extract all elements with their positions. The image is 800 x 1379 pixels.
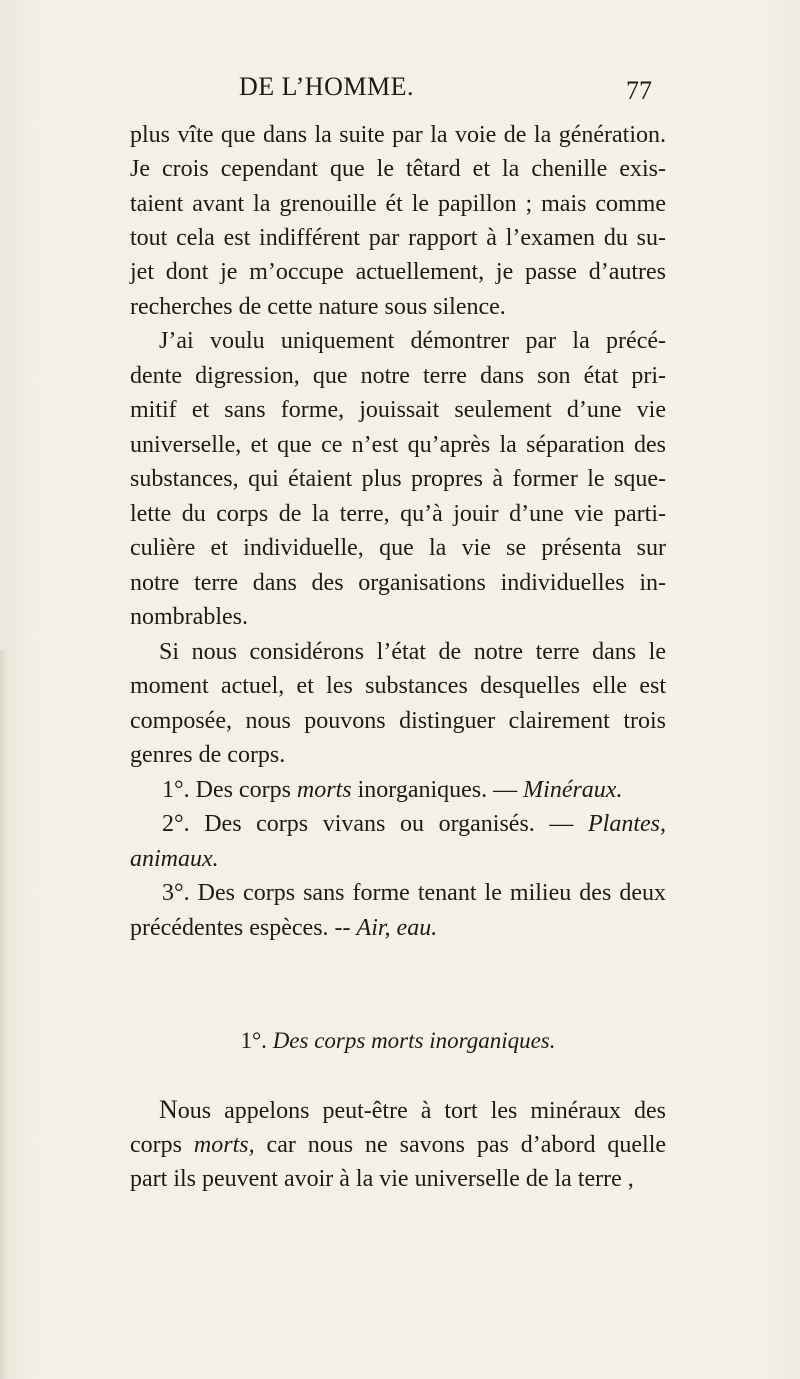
paragraph-4-line-2-italic: morts, <box>193 1132 255 1158</box>
paragraph-4-line-2-post: car nous ne savons pas d’abord quelle <box>254 1132 667 1158</box>
running-head <box>134 72 664 112</box>
paragraph-1-line-5: jet dont je m’occupe actuellement, je passe d’autres <box>130 259 666 285</box>
list-item-3-examples: Air, eau. <box>356 915 438 941</box>
list-item-2-examples-cont: animaux. <box>130 846 219 872</box>
list-item-2-examples: Plantes, <box>588 811 666 837</box>
paragraph-4-initial: N <box>159 1095 178 1124</box>
paragraph-1-line-3: taient avant la grenouille ét le papillon ; mais comme <box>130 191 666 217</box>
paragraph-2-line-4: universelle, et que ce n’est qu’après la séparation des <box>130 432 666 458</box>
paragraph-2-line-9: nombrables. <box>130 604 248 630</box>
paragraph-1-line-1: plus vîte que dans la suite par la voie de la génération. <box>130 122 666 148</box>
paragraph-2-line-6: lette du corps de la terre, qu’à jouir d’une vie parti- <box>130 501 666 527</box>
paragraph-4-line-1 <box>159 1093 666 1128</box>
list-item-2 <box>162 807 666 841</box>
page-binding-shadow <box>0 650 8 1379</box>
paragraph-3-line-1: Si nous considérons l’état de notre terre dans le <box>159 639 666 665</box>
list-item-2-continuation <box>130 842 666 876</box>
running-title: DE L’HOMME. <box>239 72 414 101</box>
list-item-1-number: 1°. <box>162 777 190 803</box>
paragraph-4-line-1-text: ous appelons peut-être à tort les minéraux des <box>177 1098 666 1124</box>
list-item-3-continuation <box>130 911 666 945</box>
list-item-3-text-cont: précédentes espèces. -- <box>130 915 357 941</box>
page-number: 77 <box>626 76 652 105</box>
list-item-2-text: Des corps vivans ou organisés. — <box>189 811 588 837</box>
section-heading-number: 1°. <box>240 1028 267 1053</box>
paragraph-1-line-2: Je crois cependant que le têtard et la chenille exis- <box>130 156 666 182</box>
paragraph-2-line-7: culière et individuelle, que la vie se présenta sur <box>130 535 666 561</box>
paragraph-4-line-2 <box>130 1128 666 1162</box>
list-item-1-examples: Minéraux. <box>523 777 623 803</box>
paragraph-4-line-3: part ils peuvent avoir à la vie universelle de la terre , <box>130 1166 634 1192</box>
list-item-1 <box>162 773 666 807</box>
paragraph-2-line-8: notre terre dans des organisations individuelles in- <box>130 570 666 596</box>
section-heading <box>130 1024 666 1058</box>
list-item-3 <box>162 876 666 910</box>
paragraph-1-line-6: recherches de cette nature sous silence. <box>130 294 506 320</box>
paragraph-3-line-2: moment actuel, et les substances desquelles elle est <box>130 673 666 699</box>
paragraph-4-line-2-pre: corps <box>130 1132 194 1158</box>
paragraph-2-line-5: substances, qui étaient plus propres à former le sque- <box>130 466 666 492</box>
list-item-1-text-2: inorganiques. — <box>351 777 524 803</box>
paragraph-3-line-3: composée, nous pouvons distinguer clairement trois <box>130 708 666 734</box>
list-item-3-text: Des corps sans forme tenant le milieu des deux <box>189 880 666 906</box>
paragraph-2-line-1: J’ai voulu uniquement démontrer par la précé- <box>159 328 666 354</box>
section-heading-title: Des corps morts inorganiques. <box>266 1028 556 1053</box>
list-item-1-text: Des corps <box>189 777 297 803</box>
paragraph-2-line-3: mitif et sans forme, jouissait seulement d’une vie <box>130 397 666 423</box>
list-item-1-italic-word: morts <box>296 777 352 803</box>
paragraph-1-line-4: tout cela est indifférent par rapport à l’examen du su- <box>130 225 666 251</box>
list-item-2-number: 2°. <box>162 811 190 837</box>
paragraph-3-line-4: genres de corps. <box>130 742 286 768</box>
list-item-3-number: 3°. <box>162 880 190 906</box>
paragraph-2-line-2: dente digression, que notre terre dans son état pri- <box>130 363 666 389</box>
